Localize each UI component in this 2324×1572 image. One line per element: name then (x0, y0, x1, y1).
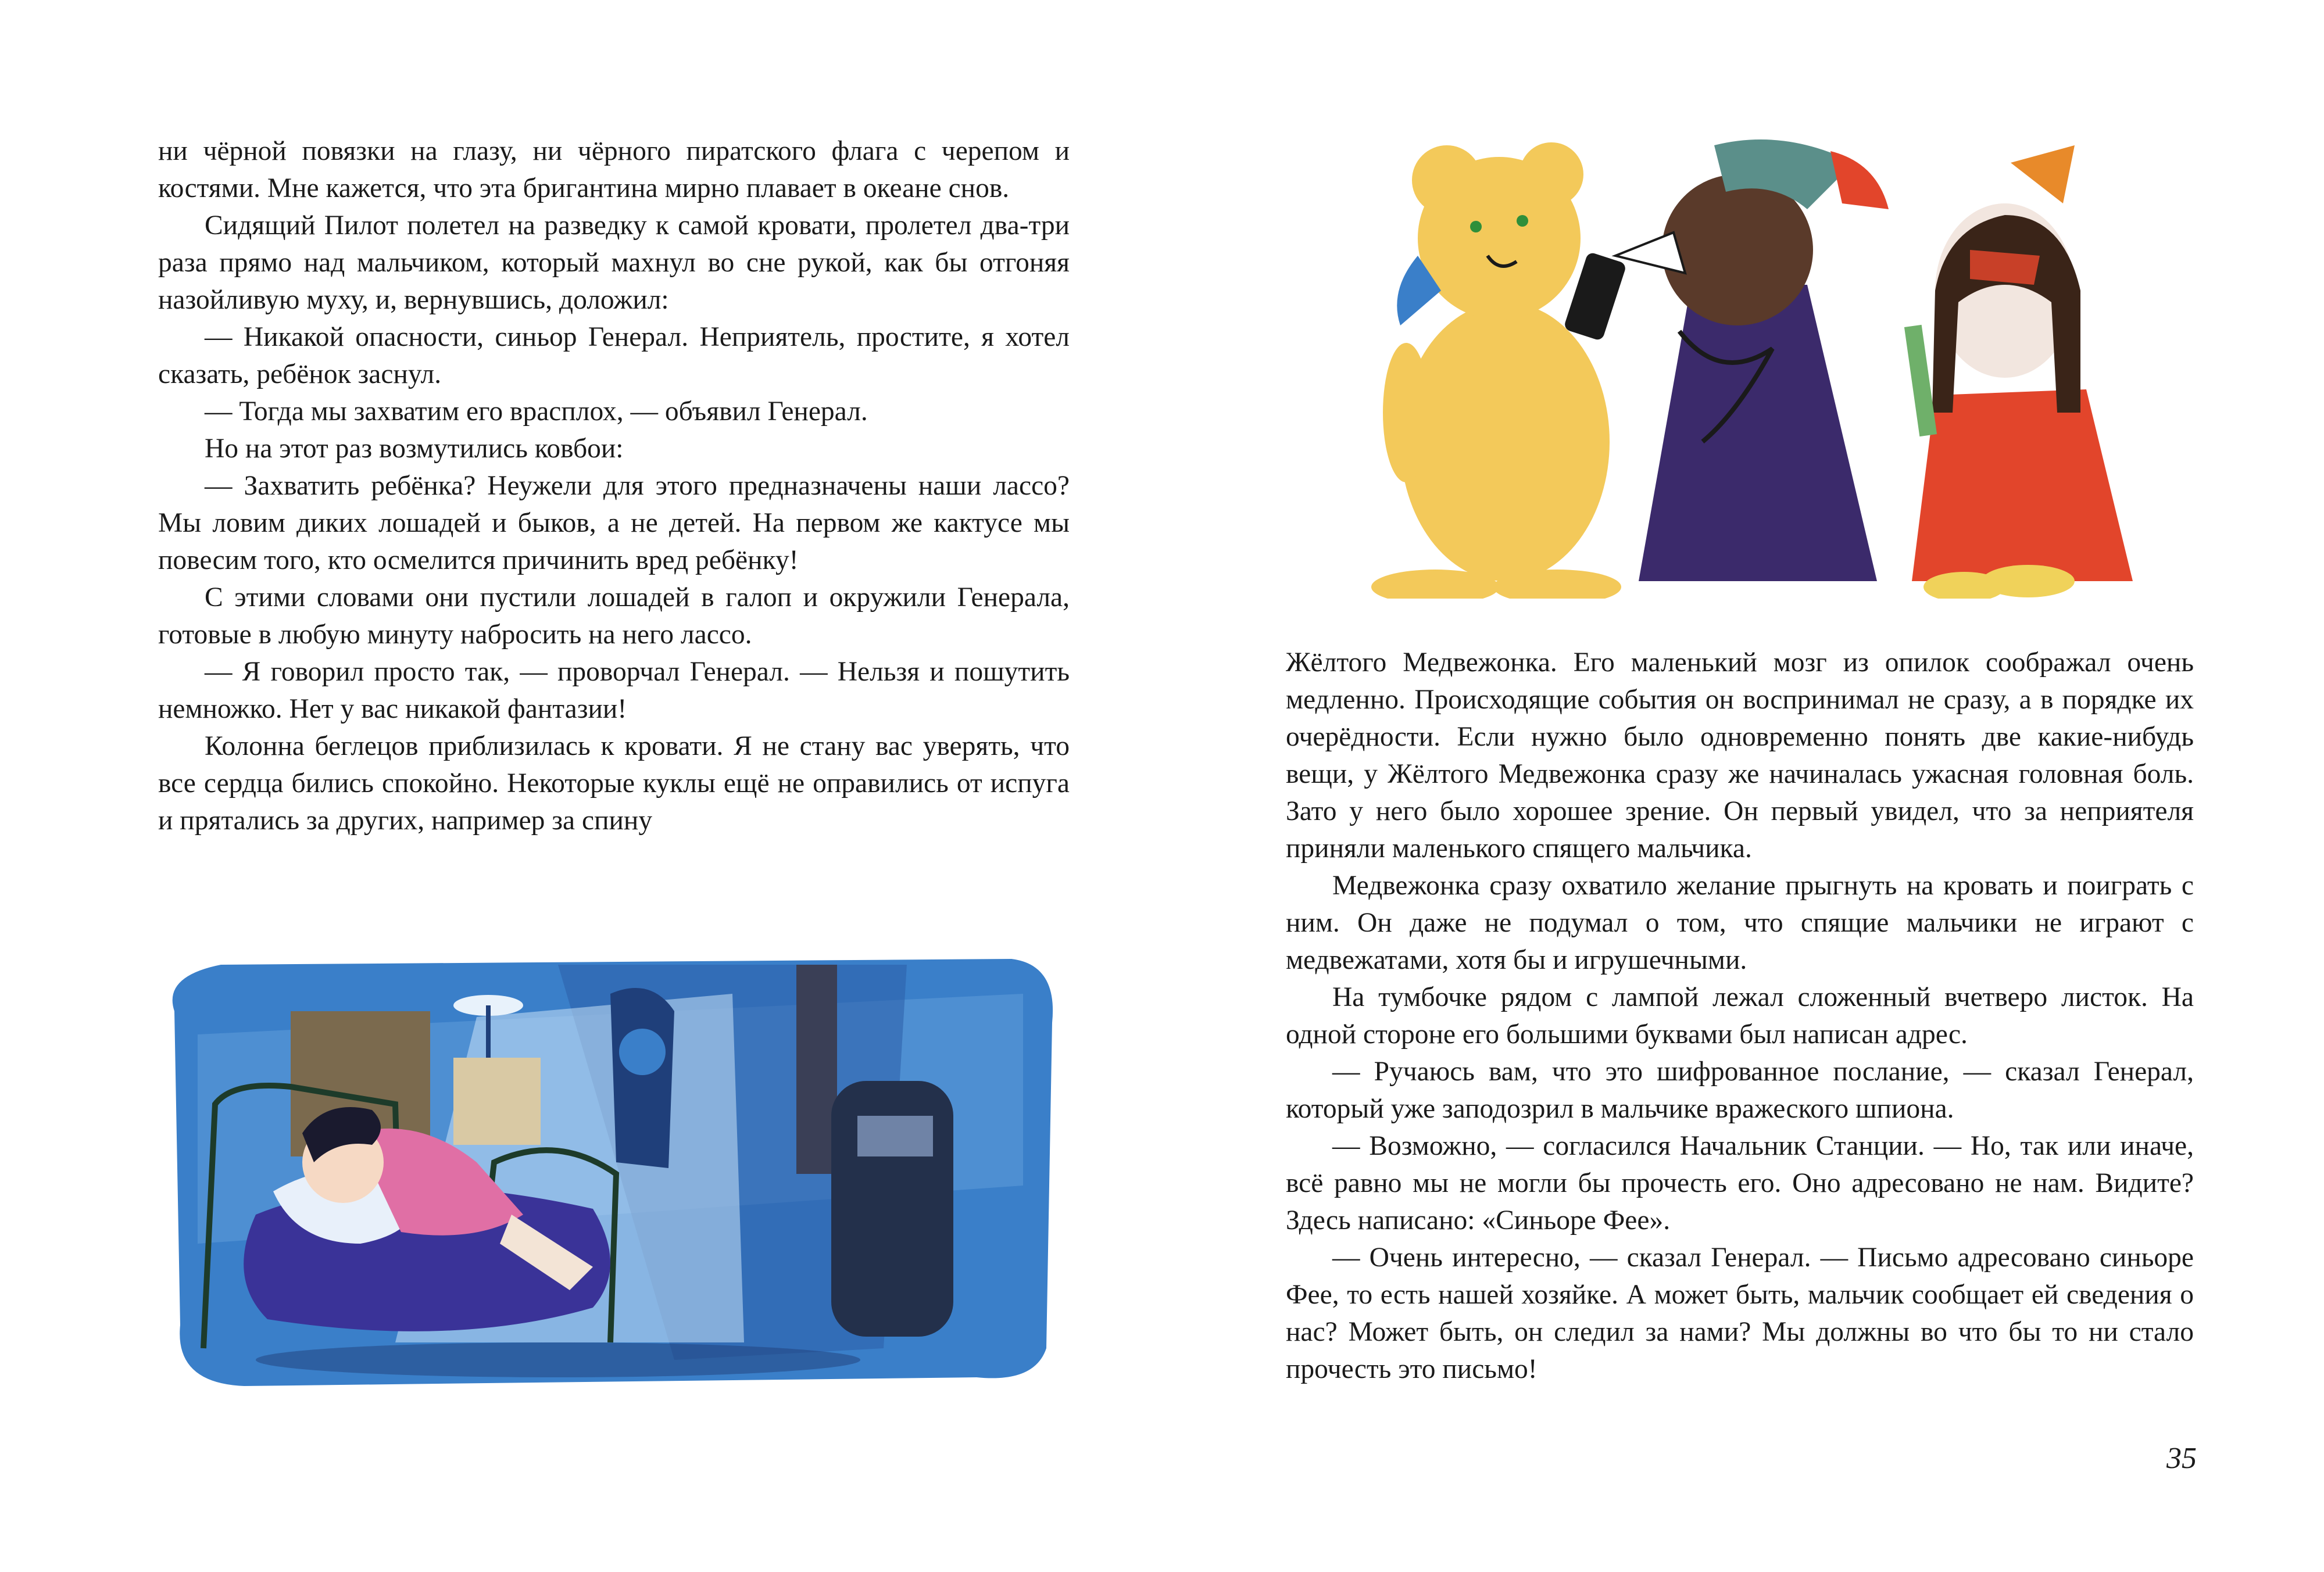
paragraph: На тумбочке рядом с лампой лежал сложенный вчетверо листок. На одной стороне его большими буквами был написан адрес. (1286, 982, 2194, 1050)
paragraph: Жёлтого Медвежонка. Его маленький мозг из опилок соображал очень медленно. Происходящие события он воспринимал не сразу, а в порядке их очерёдности. Если нужно было одновременно понять две какие-нибудь вещи, у Жёлтого Медвежонка сразу же начиналась ужасная головная боль. Зато у него было хорошее зрение. Он первый увидел, что за неприятеля приняли маленького спящего мальчика. (1286, 647, 2194, 864)
paragraph: — Никакой опасности, синьор Генерал. Неприятель, простите, я хотел сказать, ребёнок заснул. (158, 322, 1070, 389)
paragraph: С этими словами они пустили лошадей в галоп и окружили Генерала, готовые в любую минуту набросить на него лассо. (158, 582, 1070, 650)
paragraph: Сидящий Пилот полетел на разведку к самой кровати, пролетел два-три раза прямо над мальчиком, который махнул во сне рукой, как бы отгоняя назойливую муху, и, вернувшись, доложил: (158, 210, 1070, 315)
paragraph: ни чёрной повязки на глазу, ни чёрного пиратского флага с черепом и костями. Мне кажется, что эта бригантина мирно плавает в океане снов. (158, 136, 1070, 203)
paragraph: — Очень интересно, — сказал Генерал. — Письмо адресовано синьоре Фее, то есть нашей хозяйке. А может быть, мальчик сообщает ей сведения о нас? Может быть, он следил за нами? Мы должны во что бы то ни стало прочесть это письмо! (1286, 1242, 2194, 1384)
left-page-text (158, 133, 1070, 839)
paragraph: Медвежонка сразу охватило желание прыгнуть на кровать и поиграть с ним. Он даже не подумал о том, что спящие мальчики не играют с медвежатами, хотя бы и игрушечными. (1286, 871, 2194, 975)
paragraph: — Возможно, — согласился Начальник Станции. — Но, так или иначе, всё равно мы не могли бы прочесть его. Оно адресовано не нам. Видите? Здесь написано: «Синьоре Фее». (1286, 1131, 2194, 1236)
paragraph: Колонна беглецов приблизилась к кровати. Я не стану вас уверять, что все сердца бились спокойно. Некоторые куклы ещё не оправились от испуга и прятались за других, например за спину (158, 731, 1070, 836)
paragraph: — Захватить ребёнка? Неужели для этого предназначены наши лассо? Мы ловим диких лошадей и быков, а не детей. На первом же кактусе мы повесим того, кто осмелится причинить вред ребёнку! (158, 471, 1070, 575)
paragraph: — Я говорил просто так, — проворчал Генерал. — Нельзя и пошутить немножко. Нет у вас никакой фантазии! (158, 657, 1070, 724)
paragraph: — Тогда мы захватим его врасплох, — объявил Генерал. (205, 396, 868, 427)
paragraph: — Ручаюсь вам, что это шифрованное послание, — сказал Генерал, который уже заподозрил в мальчике вражеского шпиона. (1286, 1057, 2194, 1124)
toys-illustration (1365, 139, 2168, 599)
page-number: 35 (2166, 1442, 2197, 1475)
right-page (1162, 0, 2324, 1572)
paragraph: Но на этот раз возмутились ковбои: (205, 434, 624, 464)
right-page-text (1286, 644, 2194, 1388)
sleeping-boy-illustration (151, 941, 1070, 1398)
